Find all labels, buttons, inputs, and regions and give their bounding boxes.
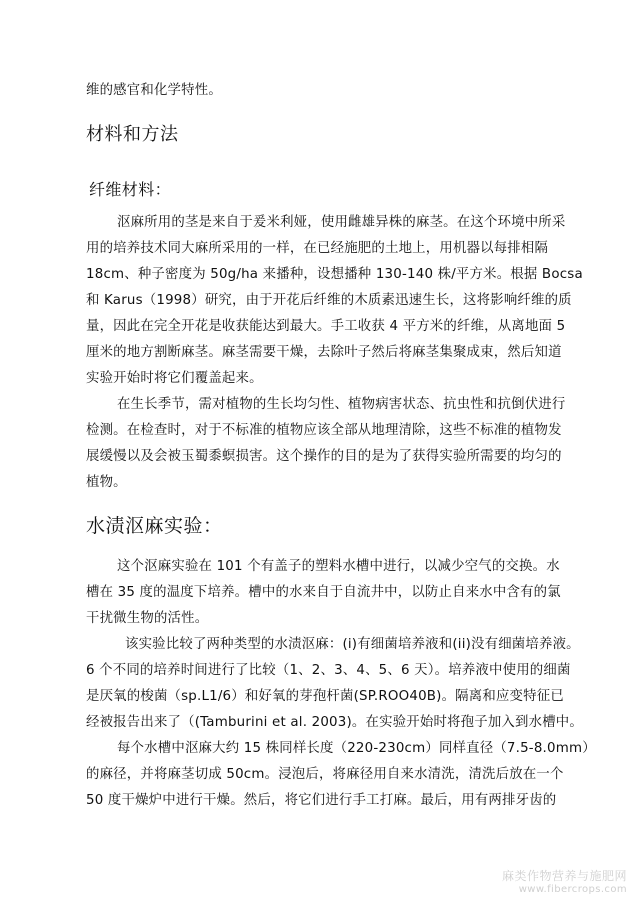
section-heading-materials: 材料和方法 <box>86 124 179 145</box>
paragraph-line: 展缓慢以及会被玉蜀黍螟损害。这个操作的目的是为了获得实验所需要的均匀的 <box>86 449 562 464</box>
paragraph-line: 量，因此在完全开花是收获能达到最大。手工收获 4 平方米的纤维，从离地面 5 <box>86 319 566 334</box>
paragraph-line: 厘米的地方割断麻茎。麻茎需要干燥，去除叶子然后将麻茎集聚成束，然后知道 <box>86 345 562 360</box>
paragraph-line: 在生长季节，需对植物的生长均匀性、植物病害状态、抗虫性和抗倒伏进行 <box>117 397 566 412</box>
paragraph-line: 沤麻所用的茎是来自于爰米利娅，使用雌雄异株的麻茎。在这个环境中所采 <box>117 215 566 230</box>
section-heading-water-retting: 水渍沤麻实验： <box>86 515 223 537</box>
paragraph-line: 经被报告出来了（(Tamburini et al. 2003)。在实验开始时将孢子加入到水槽中。 <box>86 715 583 730</box>
paragraph-line: 该实验比较了两种类型的水渍沤麻：(i)有细菌培养液和(ii)没有细菌培养液。 <box>125 637 580 652</box>
subheading-fiber-materials: 纤维材料： <box>89 180 172 199</box>
paragraph-line: 检测。在检查时，对于不标准的植物应该全部从地理清除，这些不标准的植物发 <box>86 423 562 438</box>
paragraph-line: 50 度干燥炉中进行干燥。然后，将它们进行手工打麻。最后，用有两排牙齿的 <box>86 793 557 808</box>
site-watermark <box>502 869 627 896</box>
paragraph-line: 这个沤麻实验在 101 个有盖子的塑料水槽中进行，以减少空气的交换。水 <box>117 559 560 574</box>
intro-line: 维的感官和化学特性。 <box>86 83 222 98</box>
paragraph-line: 18cm、种子密度为 50g/ha 来播种，设想播种 130-140 株/平方米。根据 Bocsa <box>86 267 583 282</box>
paragraph-line: 和 Karus（1998）研究，由于开花后纤维的木质素迅速生长，这将影响纤维的质 <box>86 293 572 308</box>
paragraph-line: 干扰微生物的活性。 <box>86 611 209 626</box>
paragraph-line: 植物。 <box>86 475 127 490</box>
paragraph-line: 是厌氧的梭菌（sp.L1/6）和好氧的芽孢杆菌(SP.ROO40B)。隔离和应变特征已 <box>86 689 564 704</box>
watermark-title: 麻类作物营养与施肥网 <box>501 869 627 883</box>
paragraph-line: 槽在 35 度的温度下培养。槽中的水来自于自流井中，以防止自来水中含有的氯 <box>86 585 561 600</box>
paragraph-line: 用的培养技术同大麻所采用的一样，在已经施肥的土地上，用机器以每排相隔 <box>86 241 549 256</box>
paragraph-line: 的麻径，并将麻茎切成 50cm。浸泡后，将麻径用自来水清洗，清洗后放在一个 <box>86 767 564 782</box>
paragraph-line: 每个水槽中沤麻大约 15 株同样长度（220-230cm）同样直径（7.5-8.0mm） <box>117 741 596 756</box>
paragraph-line: 6 个不同的培养时间进行了比较（1、2、3、4、5、6 天）。培养液中使用的细菌 <box>86 663 571 678</box>
watermark-url: www.fibercrops.com <box>518 884 627 895</box>
paragraph-line: 实验开始时将它们覆盖起来。 <box>86 371 263 386</box>
